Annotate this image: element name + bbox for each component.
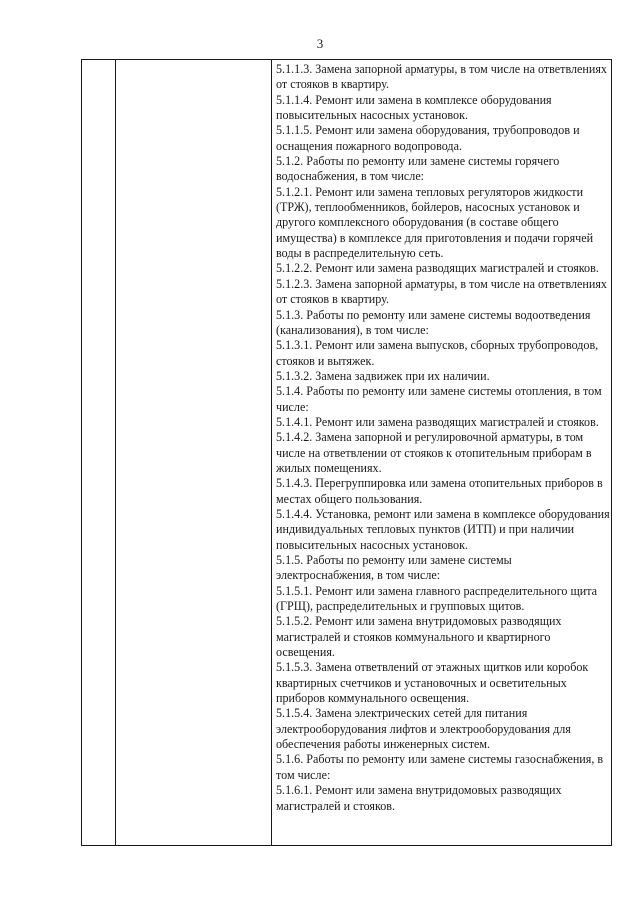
content-cell [276, 62, 610, 814]
entry-5-1-5-3: 5.1.5.3. Замена ответвлений от этажных щитков или коробок квартирных счетчиков и установочных и осветительных приборов коммунального освещения. [276, 660, 589, 706]
entry-5-1-5-1: 5.1.5.1. Ремонт или замена главного распределительного щита (ГРЩ), распределительных и групповых щитов. [276, 583, 598, 614]
document-table [81, 59, 612, 846]
entry-5-1-1-4: 5.1.1.4. Ремонт или замена в комплексе оборудования повысительных насосных установок. [276, 92, 552, 123]
entry-5-1-4-2: 5.1.4.2. Замена запорной и регулировочной арматуры, в том числе на ответвлении от стояков к отопительным приборам в жилых помещениях. [276, 430, 592, 475]
entry-5-1-2-3: 5.1.2.3. Замена запорной арматуры, в том числе на ответвлениях от стояков в квартиру. [276, 276, 607, 307]
entry-5-1-5-2: 5.1.5.2. Ремонт или замена внутридомовых разводящих магистралей и стояков коммунального и квартирного освещения. [276, 614, 562, 660]
entry-5-1-6: 5.1.6. Работы по ремонту или замене системы газоснабжения, в том числе: [276, 752, 604, 782]
entry-5-1-4-3: 5.1.4.3. Перегруппировка или замена отопительных приборов в местах общего пользования. [276, 476, 603, 506]
entry-5-1-5: 5.1.5. Работы по ремонту или замене системы электроснабжения, в том числе: [276, 553, 512, 583]
column-divider-2 [271, 60, 272, 845]
entry-5-1-4-1: 5.1.4.1. Ремонт или замена разводящих магистралей и стояков. [276, 414, 599, 429]
entry-5-1-2-2: 5.1.2.2. Ремонт или замена разводящих магистралей и стояков. [276, 261, 599, 276]
entry-5-1-4: 5.1.4. Работы по ремонту или замене системы отопления, в том числе: [276, 384, 602, 414]
entry-5-1-2-1: 5.1.2.1. Ремонт или замена тепловых регуляторов жидкости (ТРЖ), теплообменников, бойлеров, насосных установок и другого комплексного оборудования (в составе общего имущества) в комплексе для приготовления и подачи горячей воды в распределительную сеть. [276, 184, 594, 261]
entry-5-1-2: 5.1.2. Работы по ремонту или замене системы горячего водоснабжения, в том числе: [276, 154, 560, 184]
entry-5-1-6-1: 5.1.6.1. Ремонт или замена внутридомовых разводящих магистралей и стояков. [276, 783, 562, 813]
page-number: 3 [316, 36, 324, 51]
entry-5-1-3-1: 5.1.3.1. Ремонт или замена выпусков, сборных трубопроводов, стояков и вытяжек. [276, 338, 599, 368]
entry-5-1-3-2: 5.1.3.2. Замена задвижек при их наличии. [276, 368, 490, 383]
entry-5-1-1-3: 5.1.1.3. Замена запорной арматуры, в том числе на ответвлениях от стояков в квартиру. [276, 62, 607, 92]
entry-5-1-1-5: 5.1.1.5. Ремонт или замена оборудования, трубопроводов и оснащения пожарного водопровода. [276, 123, 580, 153]
column-divider-1 [115, 60, 116, 845]
entry-5-1-3: 5.1.3. Работы по ремонту или замене системы водоотведения (канализования), в том числе: [276, 307, 591, 337]
entry-5-1-4-4: 5.1.4.4. Установка, ремонт или замена в комплексе оборудования индивидуальных тепловых пунктов (ИТП) и при наличии повысительных насосных установок. [276, 506, 610, 552]
entry-5-1-5-4: 5.1.5.4. Замена электрических сетей для питания электрооборудования лифтов и электрооборудования для обеспечения работы инженерных систем. [276, 706, 571, 752]
